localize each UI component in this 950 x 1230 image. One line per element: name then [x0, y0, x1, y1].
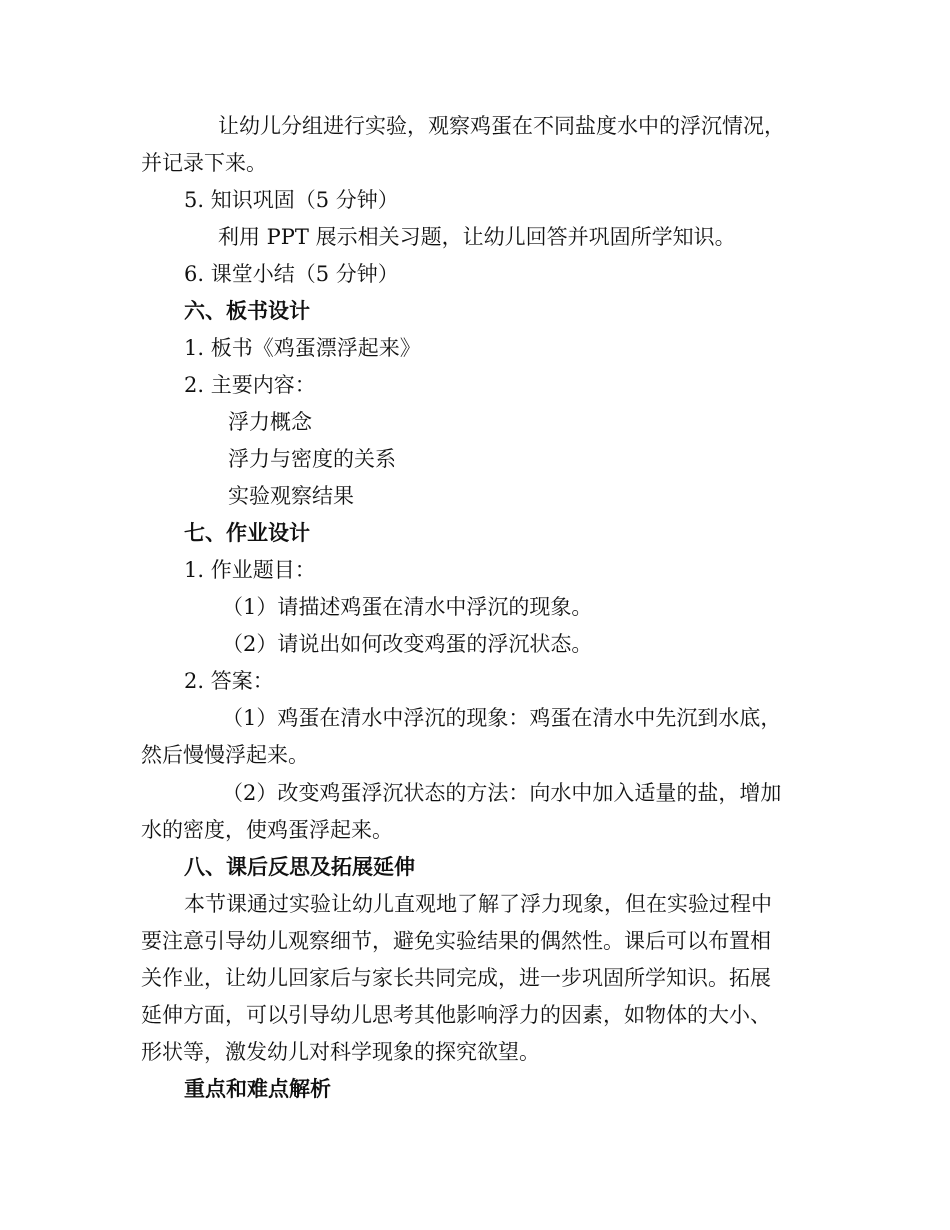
- step-body-line: 利用 PPT 展示相关习题，让幼儿回答并巩固所学知识。: [218, 225, 736, 249]
- list-item: 2. 答案：: [184, 669, 274, 693]
- section-heading: 八、课后反思及拓展延伸: [184, 855, 415, 879]
- answer-line: 然后慢慢浮起来。: [141, 743, 309, 767]
- answer-line: （1）鸡蛋在清水中浮沉的现象：鸡蛋在清水中先沉到水底，: [222, 706, 782, 730]
- sub-list-item: （2）请说出如何改变鸡蛋的浮沉状态。: [222, 632, 593, 656]
- reflection-paragraph-line: 延伸方面，可以引导幼儿思考其他影响浮力的因素，如物体的大小、: [141, 1003, 771, 1027]
- sub-list-item: （1）请描述鸡蛋在清水中浮沉的现象。: [222, 595, 593, 619]
- answer-line: （2）改变鸡蛋浮沉状态的方法：向水中加入适量的盐，增加: [222, 781, 782, 805]
- sub-list-item: 实验观察结果: [228, 484, 354, 508]
- section-heading: 重点和难点解析: [184, 1077, 331, 1101]
- reflection-paragraph-line: 本节课通过实验让幼儿直观地了解了浮力现象，但在实验过程中: [184, 892, 772, 916]
- reflection-paragraph-line: 要注意引导幼儿观察细节，避免实验结果的偶然性。课后可以布置相: [141, 929, 771, 953]
- section-heading: 六、板书设计: [184, 299, 310, 323]
- experiment-paragraph-line: 让幼儿分组进行实验，观察鸡蛋在不同盐度水中的浮沉情况，: [218, 114, 785, 138]
- sub-list-item: 浮力与密度的关系: [228, 447, 396, 471]
- reflection-paragraph-line: 关作业，让幼儿回家后与家长共同完成，进一步巩固所学知识。拓展: [141, 966, 771, 990]
- section-heading: 七、作业设计: [184, 521, 310, 545]
- step-heading: 6. 课堂小结（5 分钟）: [184, 262, 399, 286]
- list-item: 1. 板书《鸡蛋漂浮起来》: [184, 336, 421, 360]
- experiment-paragraph-line: 并记录下来。: [141, 151, 267, 175]
- sub-list-item: 浮力概念: [228, 410, 312, 434]
- reflection-paragraph-line: 形状等，激发幼儿对科学现象的探究欲望。: [141, 1040, 540, 1064]
- step-heading: 5. 知识巩固（5 分钟）: [184, 188, 399, 212]
- list-item: 2. 主要内容：: [184, 373, 316, 397]
- list-item: 1. 作业题目：: [184, 558, 316, 582]
- answer-line: 水的密度，使鸡蛋浮起来。: [141, 818, 393, 842]
